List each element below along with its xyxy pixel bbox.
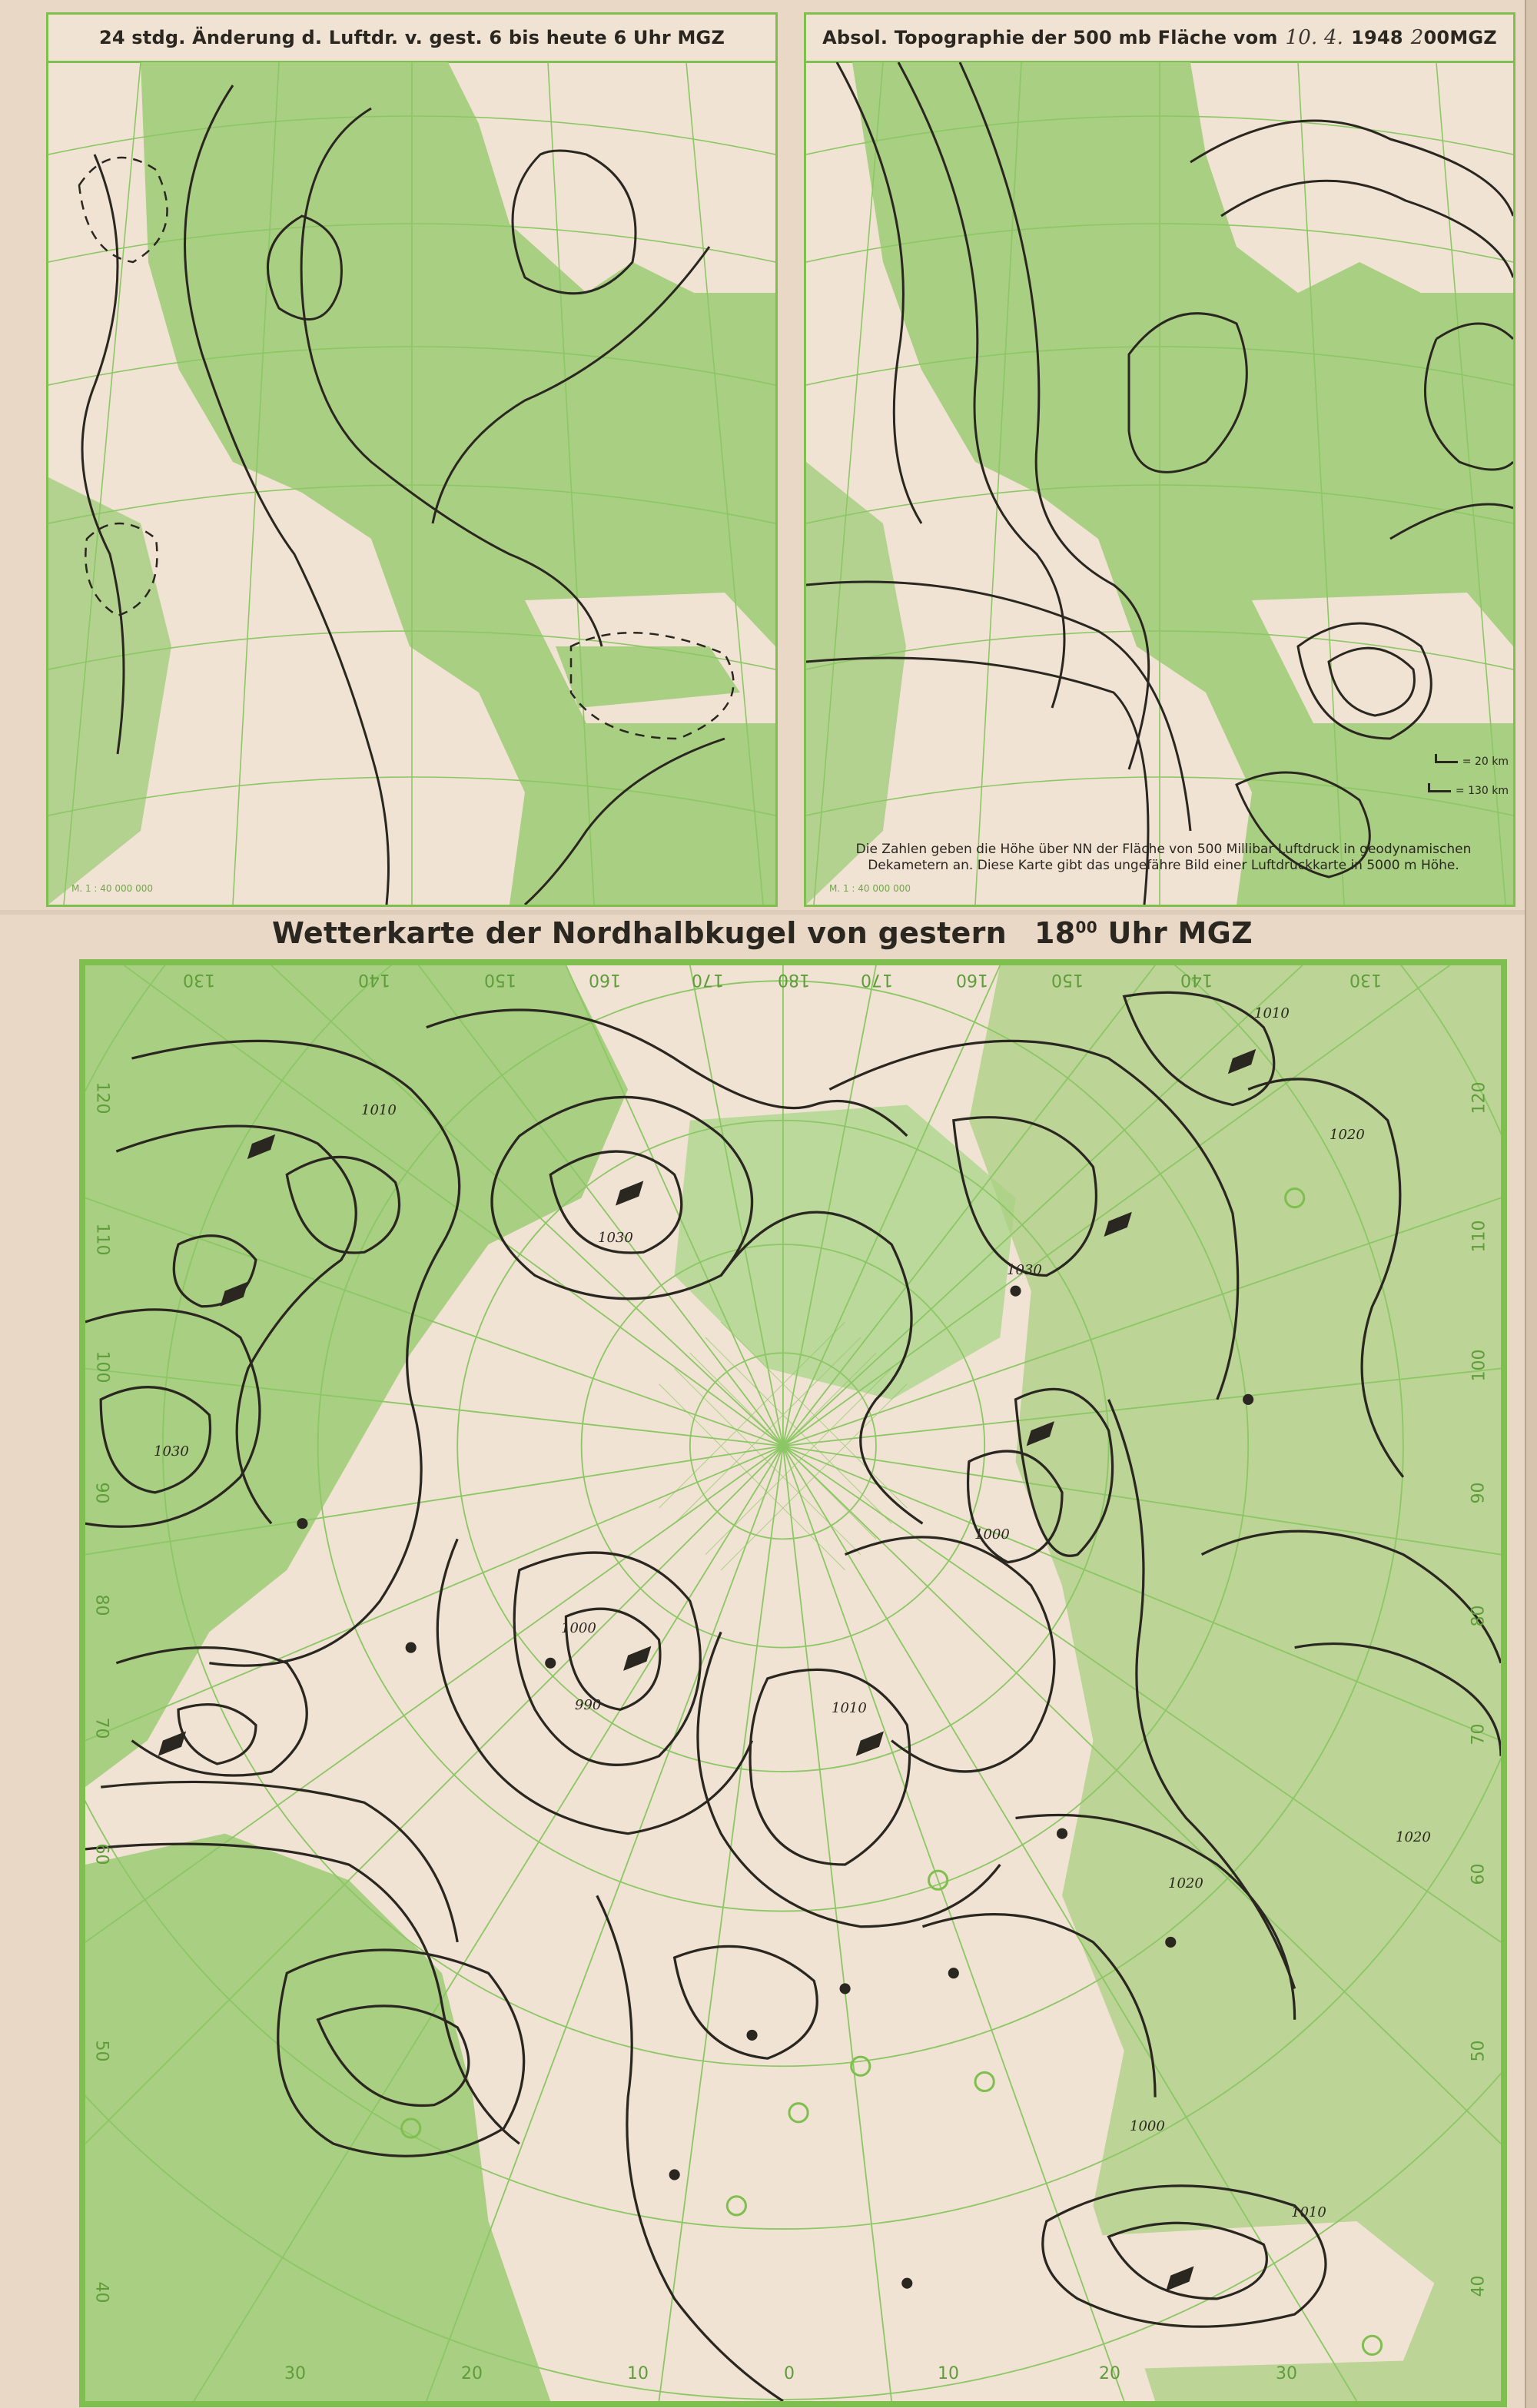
wind-legend-20 xyxy=(1435,756,1509,768)
lat-label-right-2: 110 xyxy=(1469,1220,1489,1253)
lon-label-top-5: 170 xyxy=(692,970,724,989)
northern-hemisphere-map xyxy=(79,959,1507,2407)
isobar-label: 1010 xyxy=(361,1102,397,1118)
isobar-label: 1020 xyxy=(1168,1875,1203,1892)
lon-label-top-10: 140 xyxy=(1180,970,1213,989)
lon-label-bottom-3: 10 xyxy=(627,2364,649,2383)
main-map-title xyxy=(0,910,1525,956)
lon-label-top-4: 160 xyxy=(589,970,621,989)
pressure-change-map-panel xyxy=(46,12,778,907)
lon-label-bottom-2: 20 xyxy=(461,2364,483,2383)
lon-label-top-9: 150 xyxy=(1051,970,1084,989)
lon-label-top-11: 130 xyxy=(1349,970,1382,989)
lon-label-bottom-4: 0 xyxy=(784,2364,795,2383)
lon-label-top-8: 160 xyxy=(956,970,988,989)
wind-legend-130 xyxy=(1428,785,1509,797)
isobar-label: 1020 xyxy=(1330,1127,1365,1143)
lat-label-right-5: 80 xyxy=(1469,1605,1489,1627)
lat-label-left-5: 80 xyxy=(91,1594,111,1616)
lon-label-bottom-6: 20 xyxy=(1099,2364,1120,2383)
lat-label-right-9: 40 xyxy=(1469,2275,1489,2297)
lat-label-right-1: 120 xyxy=(1469,1081,1489,1114)
topography-time-suffix: 00MGZ xyxy=(1423,27,1497,48)
lat-label-left-8: 50 xyxy=(91,2040,111,2062)
lat-label-left-1: 120 xyxy=(92,1081,112,1114)
lat-label-right-8: 50 xyxy=(1469,2040,1489,2062)
lat-label-right-6: 70 xyxy=(1469,1723,1489,1745)
handwritten-date: 10. 4. xyxy=(1285,26,1344,49)
wind-legend-20-label: = 20 km xyxy=(1462,756,1509,768)
paper-edge xyxy=(1525,0,1537,2408)
pressure-change-map xyxy=(48,62,775,905)
pressure-change-scale: M. 1 : 40 000 000 xyxy=(71,883,153,894)
lat-label-left-6: 70 xyxy=(91,1717,111,1739)
lat-label-right-3: 100 xyxy=(1469,1349,1489,1382)
lon-label-top-1: 130 xyxy=(183,970,215,989)
isobar-label: 1010 xyxy=(1291,2204,1326,2220)
isobar-label: 1000 xyxy=(561,1620,596,1636)
main-map-title-text: Wetterkarte der Nordhalbkugel von gestern xyxy=(271,916,1008,950)
lon-label-top-2: 140 xyxy=(358,970,390,989)
pressure-change-map-graphic xyxy=(48,62,775,905)
main-map-time xyxy=(1034,916,1253,950)
lon-label-bottom-7: 30 xyxy=(1276,2364,1297,2383)
isobar-label: 1000 xyxy=(1130,2118,1165,2134)
topography-scale: M. 1 : 40 000 000 xyxy=(829,883,911,894)
isobar-label: 990 xyxy=(575,1697,602,1713)
isobar-label: 1020 xyxy=(1396,1829,1431,1845)
lat-label-right-4: 90 xyxy=(1469,1482,1489,1504)
wind-barb-icon xyxy=(1435,761,1458,763)
lat-label-left-2: 110 xyxy=(92,1223,112,1256)
isobar-label: 1010 xyxy=(832,1700,867,1716)
lon-label-bottom-5: 10 xyxy=(938,2364,959,2383)
topography-map-graphic xyxy=(806,62,1513,905)
isobar-label: 1030 xyxy=(154,1443,189,1460)
main-map-time-suffix: Uhr MGZ xyxy=(1107,916,1253,950)
lat-label-right-7: 60 xyxy=(1469,1863,1489,1885)
lon-label-top-7: 170 xyxy=(861,970,893,989)
main-map-time-minutes: 00 xyxy=(1075,918,1097,937)
topography-explanation: Die Zahlen geben die Höhe über NN der Fläche von 500 Millibar Luftdruck in geodynamischen Dekametern an. Diese Karte gibt das ungefähre Bild einer Luftdruckkarte in 5000 m Höhe. xyxy=(855,842,1472,873)
lat-label-left-4: 90 xyxy=(91,1482,111,1504)
isobar-label: 1030 xyxy=(1007,1262,1042,1278)
handwritten-time: 2 xyxy=(1410,26,1424,49)
lat-label-left-9: 40 xyxy=(91,2281,111,2303)
isobar-label: 1030 xyxy=(598,1230,633,1246)
topography-map-panel xyxy=(804,12,1515,907)
isobar-label: 1000 xyxy=(974,1526,1010,1543)
lon-label-top-3: 150 xyxy=(484,970,516,989)
lat-label-left-3: 100 xyxy=(92,1350,112,1383)
topography-title-text: Absol. Topographie der 500 mb Fläche vom xyxy=(822,27,1278,48)
lat-label-left-7: 60 xyxy=(91,1843,111,1865)
northern-hemisphere-map-graphic xyxy=(85,965,1501,2401)
lon-label-top-6: 180 xyxy=(778,970,810,989)
topography-map xyxy=(806,62,1513,905)
lon-label-bottom-1: 30 xyxy=(284,2364,306,2383)
wind-legend-130-label: = 130 km xyxy=(1455,785,1509,797)
isobar-label: 1010 xyxy=(1254,1005,1290,1021)
wind-pennant-icon xyxy=(1428,790,1451,792)
topography-year: 1948 xyxy=(1351,27,1403,48)
pressure-change-map-title: 24 stdg. Änderung d. Luftdr. v. gest. 6 bis heute 6 Uhr MGZ xyxy=(48,15,775,63)
topography-map-title xyxy=(806,15,1513,63)
main-map-time-hour: 18 xyxy=(1034,916,1076,950)
